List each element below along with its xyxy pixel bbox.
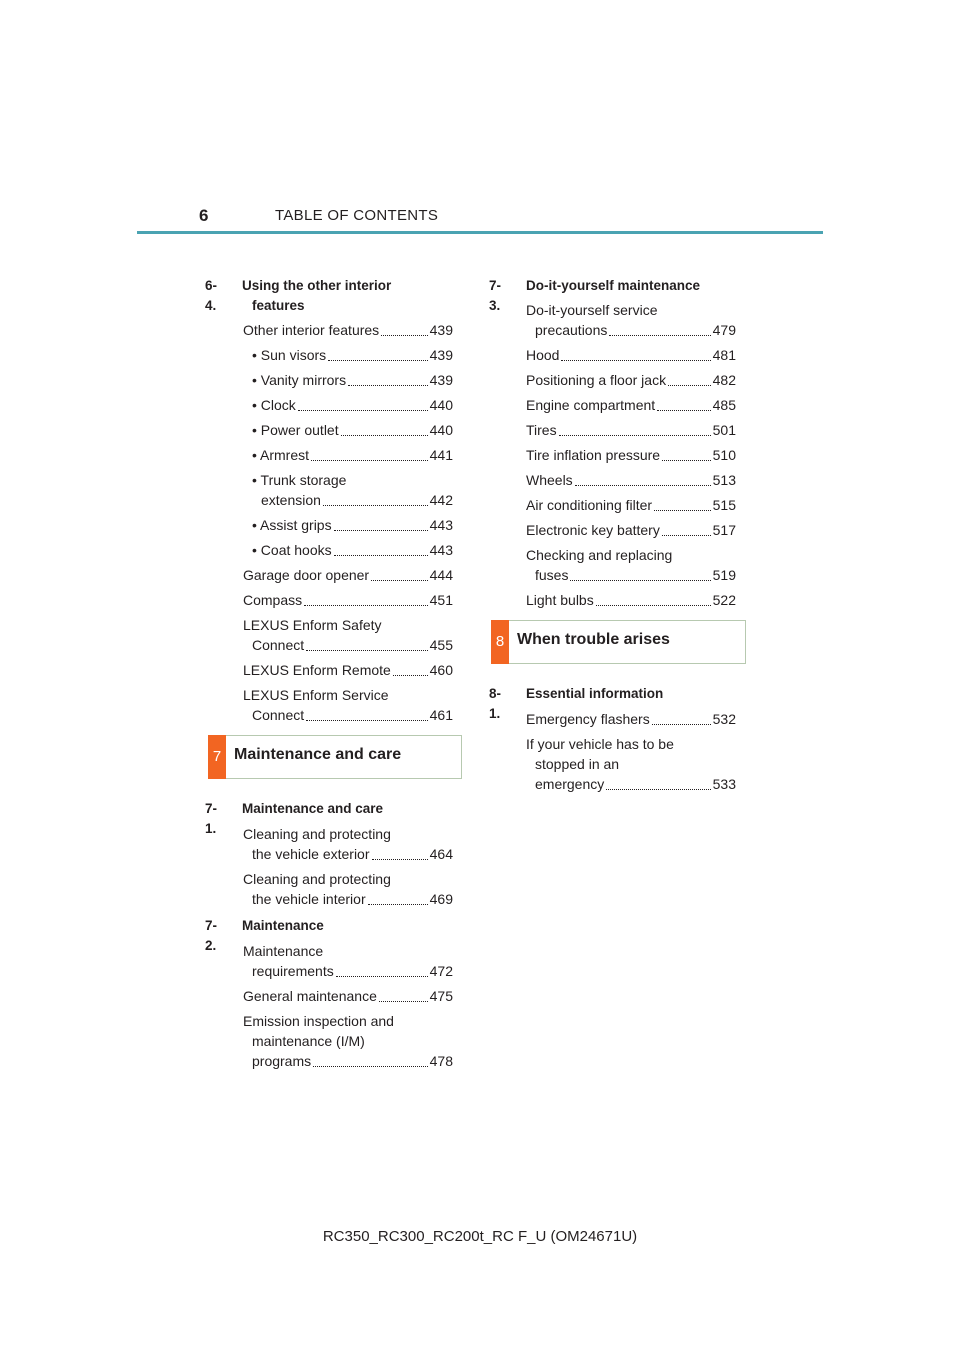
- toc-entry[interactable]: • Trunk storage extension 442: [252, 472, 453, 508]
- chapter-box-7[interactable]: [208, 735, 462, 779]
- toc-entry[interactable]: If your vehicle has to be stopped in an emergency 533: [526, 736, 736, 792]
- toc-entry[interactable]: Engine compartment 485: [526, 397, 736, 413]
- toc-entry[interactable]: • Sun visors 439: [252, 347, 453, 363]
- toc-entry[interactable]: • Clock 440: [252, 397, 453, 413]
- toc-entry[interactable]: Wheels 513: [526, 472, 736, 488]
- toc-entry[interactable]: Cleaning and protecting the vehicle exterior 464: [243, 826, 453, 862]
- toc-entry[interactable]: General maintenance 475: [243, 988, 453, 1004]
- toc-entry[interactable]: • Vanity mirrors 439: [252, 372, 453, 388]
- toc-entry[interactable]: LEXUS Enform Safety Connect 455: [243, 617, 453, 653]
- toc-entry[interactable]: Garage door opener 444: [243, 567, 453, 583]
- chapter-title: Maintenance and care: [234, 746, 402, 763]
- toc-entry[interactable]: Air conditioning filter 515: [526, 497, 736, 513]
- toc-entry[interactable]: Electronic key battery 517: [526, 522, 736, 538]
- toc-entry[interactable]: Checking and replacing fuses 519: [526, 547, 736, 583]
- page-number: 6: [199, 206, 209, 225]
- toc-entry[interactable]: Tires 501: [526, 422, 736, 438]
- chapter-tab-7: 7: [208, 735, 226, 779]
- chapter-tab-8: 8: [491, 620, 509, 664]
- toc-entry[interactable]: Maintenance requirements 472: [243, 943, 453, 979]
- toc-entry[interactable]: Emission inspection and maintenance (I/M) programs 478: [243, 1013, 453, 1069]
- toc-entry[interactable]: LEXUS Enform Remote 460: [243, 662, 453, 678]
- toc-entry[interactable]: Cleaning and protecting the vehicle interior 469: [243, 871, 453, 907]
- toc-entry[interactable]: • Armrest 441: [252, 447, 453, 463]
- header-divider: [137, 231, 823, 234]
- toc-entry[interactable]: • Coat hooks 443: [252, 542, 453, 558]
- header-title: TABLE OF CONTENTS: [275, 207, 439, 224]
- chapter-box-8[interactable]: [491, 620, 746, 664]
- footer-model-code: RC350_RC300_RC200t_RC F_U (OM24671U): [322, 1228, 638, 1245]
- toc-entry[interactable]: Do-it-yourself service precautions 479: [526, 302, 736, 338]
- toc-entry[interactable]: Tire inflation pressure 510: [526, 447, 736, 463]
- toc-entry[interactable]: LEXUS Enform Service Connect 461: [243, 687, 453, 723]
- toc-entry[interactable]: • Assist grips 443: [252, 517, 453, 533]
- toc-entry[interactable]: Emergency flashers 532: [526, 711, 736, 727]
- chapter-title: When trouble arises: [517, 631, 670, 648]
- toc-entry[interactable]: Positioning a floor jack 482: [526, 372, 736, 388]
- toc-entry[interactable]: Hood 481: [526, 347, 736, 363]
- toc-entry[interactable]: Compass 451: [243, 592, 453, 608]
- toc-entry[interactable]: Other interior features 439: [243, 322, 453, 338]
- toc-entry[interactable]: Light bulbs 522: [526, 592, 736, 608]
- toc-entry[interactable]: • Power outlet 440: [252, 422, 453, 438]
- page-header: [137, 204, 823, 234]
